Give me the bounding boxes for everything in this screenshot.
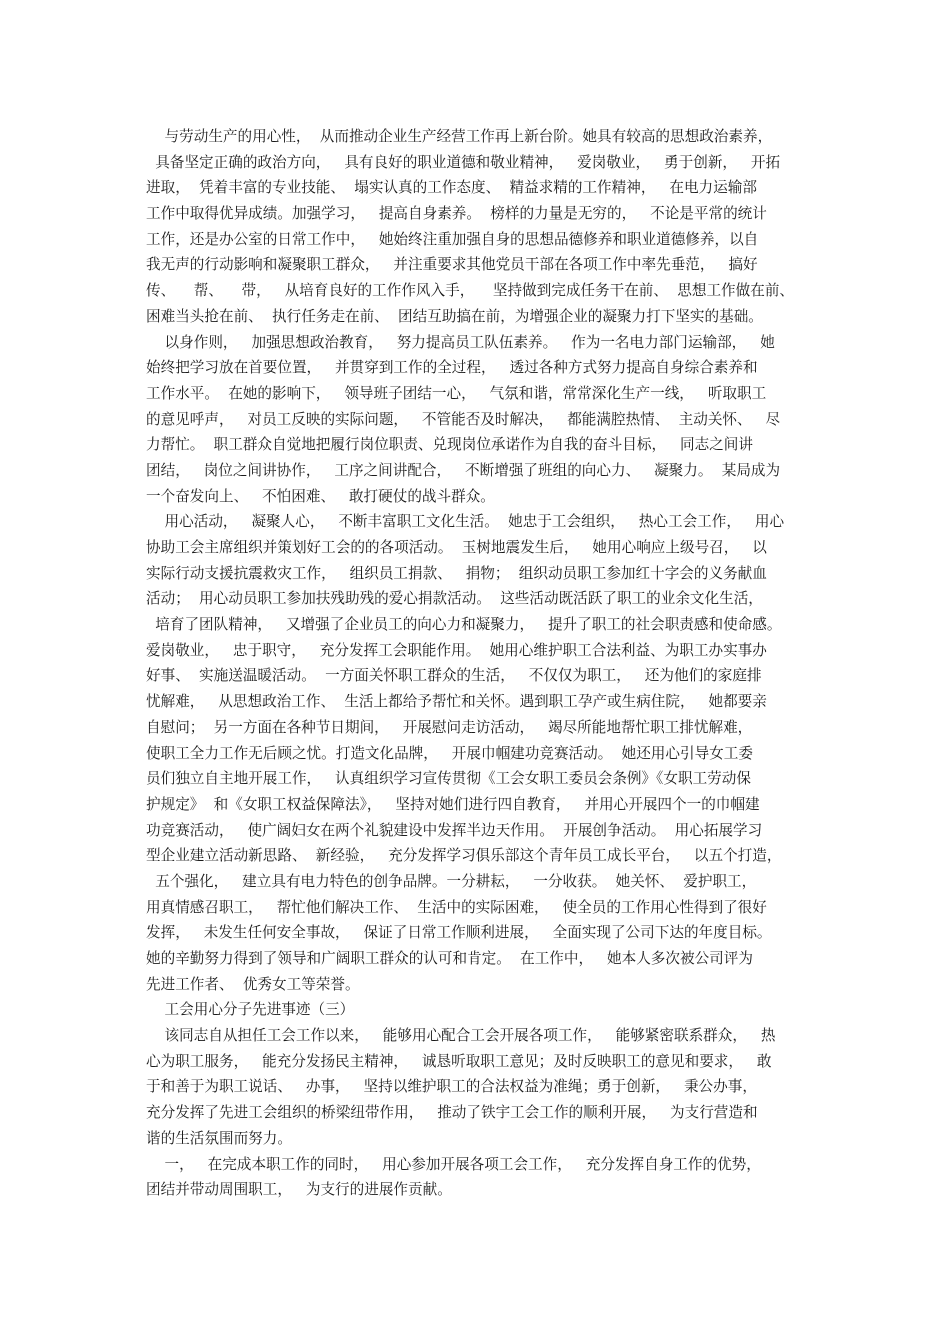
- text-line: 忧解难， 从思想政治工作、 生活上都给予帮忙和关怀。遇到职工孕产或生病住院， 她都要亲: [146, 693, 767, 711]
- text-line: 心为职工服务， 能充分发扬民主精神， 诚恳听取职工意见；及时反映职工的意见和要求， 敢: [146, 1052, 772, 1070]
- text-line: 与劳动生产的用心性， 从而推动企业生产经营工作再上新台阶。她具有较高的思想政治素养，: [146, 128, 773, 145]
- text-line: 员们独立自主地开展工作， 认真组织学习宣传贯彻《工会女职工委员会条例》《女职工劳动保: [146, 770, 751, 788]
- text-line: 培育了团队精神， 又增强了企业员工的向心力和凝聚力， 提升了职工的社会职责感和使命感。: [146, 616, 782, 634]
- text-line: 用心活动， 凝聚人心， 不断丰富职工文化生活。 她忠于工会组织， 热心工会工作， 用心: [146, 513, 785, 531]
- text-line: 好事、 实施送温暖活动。 一方面关怀职工群众的生活， 不仅仅为职工， 还为他们的家庭排: [146, 667, 762, 685]
- text-line: 一， 在完成本职工作的同时， 用心参加开展各项工会工作， 充分发挥自身工作的优势，: [146, 1155, 761, 1173]
- body-text: [146, 124, 846, 1203]
- text-line: 力帮忙。 职工群众自觉地把履行岗位职责、兑现岗位承诺作为自我的奋斗目标， 同志之间讲: [146, 436, 753, 454]
- text-line: 护规定》 和《女职工权益保障法》， 坚持对她们进行四自教育， 并用心开展四个一的巾帼建: [146, 795, 760, 813]
- text-line: 传、 帮、 带， 从培育良好的工作作风入手， 坚持做到完成任务干在前、 思想工作做在前、: [146, 282, 795, 300]
- section-heading: 工会用心分子先进事迹（三）: [146, 1001, 355, 1019]
- text-line: 她的辛勤努力得到了领导和广阔职工群众的认可和肯定。 在工作中， 她本人多次被公司评为: [146, 950, 753, 967]
- text-line: 自慰问； 另一方面在各种节日期间， 开展慰问走访活动， 竭尽所能地帮忙职工排忧解难，: [146, 718, 753, 736]
- text-line: 的意见呼声， 对员工反映的实际问题， 不管能否及时解决， 都能满腔热情、 主动关怀、 尽: [146, 410, 781, 428]
- text-line: 困难当头抢在前、 执行任务走在前、 团结互助搞在前，为增强企业的凝聚力打下坚实的基础。: [146, 307, 763, 325]
- text-line: 工作水平。 在她的影响下， 领导班子团结一心， 气氛和谐，常常深化生产一线， 听取职工: [146, 384, 767, 402]
- text-line: 进取， 凭着丰富的专业技能、 塌实认真的工作态度、 精益求精的工作精神， 在电力运输部: [146, 179, 757, 197]
- text-line: 爱岗敬业， 忠于职守， 充分发挥工会职能作用。 她用心维护职工合法利益、为职工办实事办: [146, 641, 767, 659]
- text-line: 充分发挥了先进工会组织的桥梁纽带作用， 推动了铁宇工会工作的顺利开展， 为支行营造和: [146, 1104, 758, 1122]
- text-line: 协助工会主席组织并策划好工会的的各项活动。 玉树地震发生后， 她用心响应上级号召， 以: [146, 539, 767, 556]
- text-line: 我无声的行动影响和凝聚职工群众， 并注重要求其他党员干部在各项工作中率先垂范， 搞好: [146, 256, 758, 274]
- text-line: 具备坚定正确的政治方向， 具有良好的职业道德和敬业精神， 爱岗敬业， 勇于创新， 开拓: [146, 153, 781, 171]
- text-line: 用真情感召职工， 帮忙他们解决工作、 生活中的实际困难， 使全员的工作用心性得到了很好: [146, 898, 767, 916]
- text-line: 发挥， 未发生任何安全事故， 保证了日常工作顺利进展， 全面实现了公司下达的年度目标。: [146, 924, 772, 942]
- text-line: 始终把学习放在首要位置， 并贯穿到工作的全过程， 透过各种方式努力提高自身综合素养和: [146, 359, 758, 377]
- text-line: 团结并带动周围职工， 为支行的进展作贡献。: [146, 1181, 452, 1199]
- text-line: 于和善于为职工说话、 办事， 坚持以维护职工的合法权益为准绳；勇于创新， 秉公办事，: [146, 1078, 757, 1096]
- text-line: 五个强化， 建立具有电力特色的创争品牌。一分耕耘， 一分收获。 她关怀、 爱护职工，: [146, 872, 757, 890]
- text-line: 使职工全力工作无后顾之忧。打造文化品牌， 开展巾帼建功竞赛活动。 她还用心引导女工委: [146, 744, 753, 762]
- text-line: 先进工作者、 优秀女工等荣誉。: [146, 975, 360, 993]
- text-line: 型企业建立活动新思路、 新经验， 充分发挥学习俱乐部这个青年员工成长平台， 以五个打造，: [146, 847, 782, 865]
- text-line: 一个奋发向上、 不怕困难、 敢打硬仗的战斗群众。: [146, 487, 495, 505]
- text-line: 实际行动支援抗震救灾工作， 组织员工捐款、 捐物； 组织动员职工参加红十字会的义务献血: [146, 564, 767, 582]
- text-line: 功竞赛活动， 使广阔妇女在两个礼貌建设中发挥半边天作用。 开展创争活动。 用心拓展学习: [146, 821, 763, 839]
- text-line: 团结， 岗位之间讲协作， 工序之间讲配合， 不断增强了班组的向心力、 凝聚力。 某局成为: [146, 461, 781, 479]
- text-line: 活动； 用心动员职工参加扶残助残的爱心捐款活动。 这些活动既活跃了职工的业余文化生活，: [146, 590, 763, 608]
- text-line: 工作，还是办公室的日常工作中， 她始终注重加强自身的思想品德修养和职业道德修养，以自: [146, 230, 759, 248]
- text-line: 该同志自从担任工会工作以来， 能够用心配合工会开展各项工作， 能够紧密联系群众， 热: [146, 1027, 776, 1045]
- text-line: 以身作则， 加强思想政治教育， 努力提高员工队伍素养。 作为一名电力部门运输部， 她: [146, 333, 775, 351]
- text-line: 工作中取得优异成绩。加强学习， 提高自身素养。 榜样的力量是无穷的， 不论是平常的统计: [146, 205, 767, 223]
- text-line: 谐的生活氛围而努力。: [146, 1129, 292, 1147]
